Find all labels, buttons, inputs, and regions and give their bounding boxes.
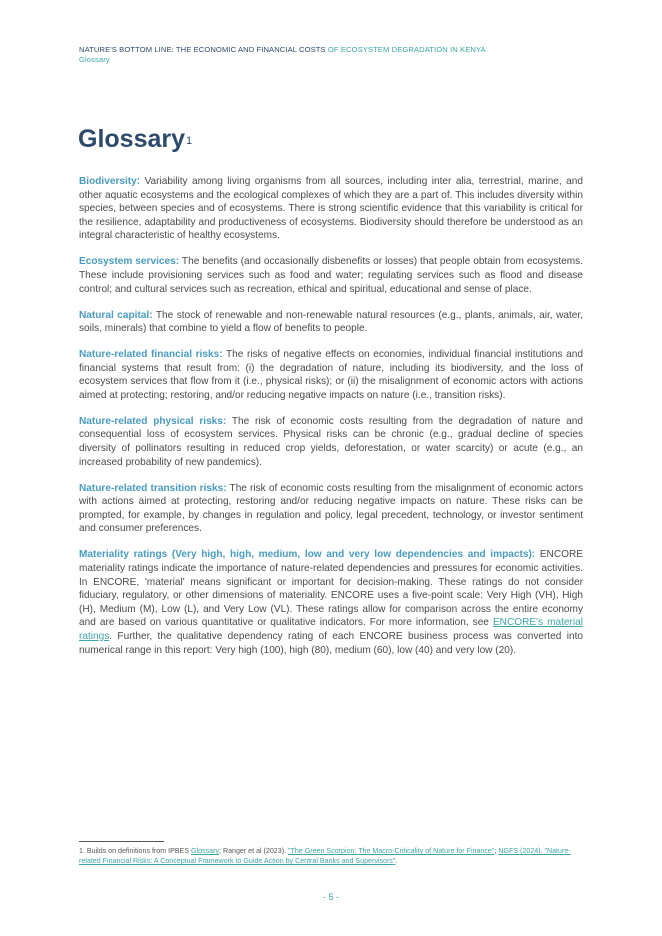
footnote-text: ;	[494, 847, 499, 855]
glossary-term: Nature-related financial risks:	[79, 349, 223, 361]
footnote-text: Builds on definitions from IPBES	[84, 847, 191, 855]
encore-ratings-link[interactable]: ENCORE's material ratings	[79, 617, 583, 642]
footnote-text: ; Ranger et al (2023).	[219, 847, 289, 855]
glossary-term: Nature-related transition risks:	[79, 482, 227, 494]
glossary-entry-transition-risks	[79, 482, 583, 536]
glossary-list	[79, 175, 583, 670]
glossary-definition: The stock of renewable and non-renewable natural resources (e.g., plants, animals, air, water, soils, minerals) that combine to yield a flow of benefits to people.	[79, 309, 583, 335]
section-header: Glossary	[79, 55, 110, 64]
glossary-term: Ecosystem services:	[79, 256, 180, 268]
footnote-text: .	[395, 857, 398, 866]
glossary-term: Nature-related physical risks:	[79, 415, 227, 427]
page-number: - 5 -	[322, 892, 339, 902]
glossary-entry-materiality-ratings	[79, 548, 583, 657]
glossary-definition: ENCORE materiality ratings indicate the importance of nature-related dependencies and pressures for economic activities. In ENCORE, 'material' means significant or important for decision-making. These ratings do not consider fiduciary, regulatory, or other dimensions of materiality. ENCORE uses a five-point scale: Very High (VH), High (H), Medium (M), Low (L), and Very Low (VL). These ratings allow for comparison across the entire economy and are based on various quantitative or qualitative indicators. For more information, see	[79, 549, 583, 629]
footnote-divider	[79, 841, 164, 842]
page-title	[78, 123, 192, 155]
footnote-ref[interactable]: 1	[186, 135, 193, 147]
glossary-entry-financial-risks	[79, 348, 583, 402]
glossary-entry-ecosystem-services	[79, 255, 583, 296]
glossary-entry-natural-capital	[79, 309, 583, 336]
glossary-definition: Variability among living organisms from all sources, including inter alia, terrestrial, marine, and other aquatic ecosystems and the ecological complexes of which they are a part of. This includes diversity within species, between species and of ecosystems. There is strong scientific evidence that this variability is critical for the resilience, adaptability and productiveness of ecosystems. Biodiversity should therefore be understood as an integral characteristic of healthy ecosystems.	[79, 176, 583, 242]
report-title-header	[79, 45, 486, 55]
glossary-definition: The risk of economic costs resulting from the misalignment of economic actors with actions aimed at protecting, restoring and/or reducing negative impacts on nature. These risks can be prompted, for example, by changes in regulation and policy, legal precedent, technology, or investor sentiment and consumer preferences.	[79, 482, 583, 535]
ngfs-framework-link[interactable]: NGFS (2024). "Nature-related Financial Risks: A Conceptual Framework to Guide Action by Central Banks and Supervisors"	[79, 847, 571, 866]
glossary-definition: The benefits (and occasionally disbenefits or losses) that people obtain from ecosystems. These include provisioning services such as food and water; regulating services such as flood and disease control; and cultural services such as recreation, ethical and spiritual, educational and sense of place.	[79, 256, 583, 295]
glossary-term: Biodiversity:	[79, 176, 141, 187]
report-title-main: NATURE'S BOTTOM LINE: THE ECONOMIC AND FINANCIAL COSTS	[79, 45, 328, 54]
glossary-definition: The risks of negative effects on economies, individual financial institutions and financial systems that result from: (i) the degradation of nature, including its biodiversity, and the loss of ecosystem services that flow from it (i.e., physical risks); or (ii) the misalignment of economic actors with actions aimed at protecting; restoring, and/or reducing negative impacts on nature (i.e., transition risks).	[79, 349, 583, 401]
glossary-entry-biodiversity	[79, 175, 583, 243]
glossary-definition-continued: . Further, the qualitative dependency rating of each ENCORE business process was converted into numerical range in this report: Very high (100), high (80), medium (60), low (40) and very low (20).	[79, 630, 583, 656]
footnote-number: 1.	[79, 847, 85, 855]
footnote	[79, 846, 589, 866]
page-title-text: Glossary	[78, 125, 186, 153]
glossary-entry-physical-risks	[79, 415, 583, 469]
glossary-term: Materiality ratings (Very high, high, medium, low and very low dependencies and impacts):	[79, 549, 536, 561]
ipbes-glossary-link[interactable]: Glossary	[191, 847, 219, 855]
green-scorpion-link[interactable]: "The Green Scorpion: The Macro-Criticality of Nature for Finance"	[288, 847, 495, 855]
glossary-term: Natural capital:	[79, 309, 153, 321]
report-title-accent: OF ECOSYSTEM DEGRADATION IN KENYA	[327, 45, 486, 54]
running-header	[79, 45, 486, 65]
glossary-definition: The risk of economic costs resulting from the degradation of nature and consequential loss of ecosystem services. Physical risks can be chronic (e.g., gradual decline of species diversity of pollinators resulting in reduced crop yields, deforestation, or water scarcity) or acute (e.g., an increased probability of new pandemics).	[79, 415, 583, 468]
